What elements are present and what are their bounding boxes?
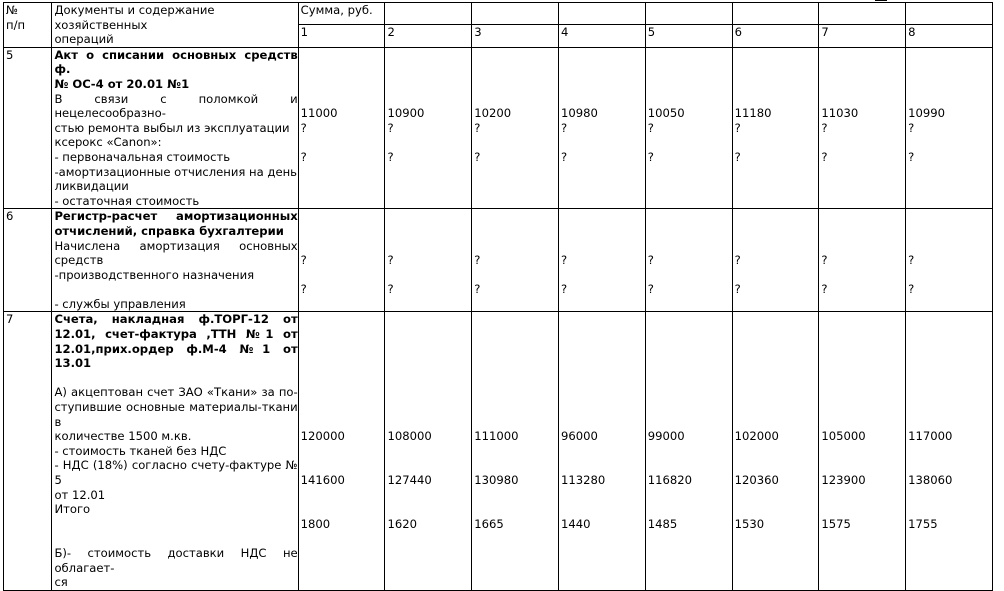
operation-cell [52,47,298,209]
amount-cell [298,209,385,312]
amount-value: 123900 [821,473,866,487]
amount-value: ? [300,282,307,297]
amount-value: ? [908,149,915,164]
header-sum-cell [906,3,993,25]
amount-value: 113280 [561,473,606,487]
amount-value: ? [908,253,915,268]
operation-text: - остаточная стоимость [54,193,200,208]
operation-text: - НДС (18%) согласно счету-фактуре № 5 [54,458,298,487]
amount-value: 1620 [387,516,417,531]
header-sum-cell [732,3,819,25]
amount-value: 127440 [387,473,432,487]
operation-text: А) акцептован счет ЗАО «Ткани» за по- [54,385,298,400]
amount-value: 11030 [821,106,859,121]
amount-cell [645,209,732,312]
header-ops-cell [52,3,298,48]
amount-value: 120360 [734,473,779,487]
amount-cell [298,312,385,590]
amount-cell [385,47,472,209]
amount-value: ? [734,120,741,135]
column-number: 7 [819,25,906,47]
amount-value: ? [734,253,741,268]
amount-value: ? [387,149,394,164]
amount-cell [906,47,993,209]
amount-value: 1575 [821,516,851,531]
amount-value: 10980 [561,106,598,121]
operation-text: В связи с поломкой и нецелесообразно- [54,91,298,121]
amount-cell [385,312,472,590]
amount-value: 1485 [647,516,678,531]
operation-text: ся [54,575,68,590]
operations-table [3,2,993,591]
amount-value: ? [647,253,654,268]
amount-value: 138060 [908,473,953,487]
amount-value: ? [821,282,828,297]
column-number: 2 [385,25,472,47]
column-number: 1 [298,25,385,47]
amount-cell [906,209,993,312]
column-number: 3 [472,25,559,47]
document-title: отчислений, справка бухгалтерии [54,223,284,238]
amount-value: ? [561,282,568,297]
amount-cell [645,47,732,209]
amount-value: 120000 [300,429,345,444]
amount-value: 1800 [300,516,331,531]
amount-value: 1755 [908,516,938,531]
amount-value: ? [474,149,481,164]
amount-value: 1440 [561,516,591,531]
amount-value: 141600 [300,473,345,487]
operation-text: - первоначальная стоимость [54,149,231,164]
amount-cell [906,312,993,590]
amount-value: 96000 [561,429,598,444]
amount-value: ? [387,282,394,297]
amount-cell [559,47,646,209]
amount-value: ? [387,120,394,135]
column-number: 4 [559,25,646,47]
amount-value: ? [300,120,307,135]
header-num-label-2: п/п [6,17,26,32]
amount-value: 130980 [474,473,519,487]
amount-value: ? [561,120,568,135]
operation-text: - стоимость тканей без НДС [54,443,227,458]
amount-cell [819,209,906,312]
amount-cell [385,209,472,312]
document-title: Счета, накладная ф.ТОРГ-12 от [54,312,298,327]
amount-value: 1530 [734,516,765,531]
column-number: 6 [732,25,819,47]
amount-value: ? [474,253,481,268]
amount-value: ? [300,149,307,164]
operation-text: Итого [54,502,91,517]
table-row [4,47,993,209]
header-row [4,3,993,25]
amount-cell [732,209,819,312]
amount-cell [298,47,385,209]
amount-value: ? [821,253,828,268]
amount-value: 99000 [647,429,685,444]
amount-value: ? [474,120,481,135]
amount-cell [645,312,732,590]
header-sum-cell [819,3,906,25]
amount-value: 111000 [474,429,519,444]
amount-value: 10990 [908,106,946,121]
operation-text: ступившие основные материалы-ткани в [54,400,298,429]
amount-value: ? [647,120,654,135]
amount-cell [559,209,646,312]
amount-value: ? [908,282,915,297]
amount-value: ? [734,282,741,297]
document-title: 12.01, счет-фактура ,ТТН №1 от [54,327,298,342]
operation-cell [52,209,298,312]
amount-value: ? [474,282,481,297]
amount-value: 10050 [647,106,685,121]
amount-value: 10200 [474,106,512,121]
row-number: 5 [4,47,52,209]
amount-value: 10900 [387,106,425,121]
row-number: 6 [4,209,52,312]
amount-value: 117000 [908,429,953,444]
row-number: 7 [4,312,52,590]
header-sum-cell [472,3,559,25]
amount-value: ? [561,149,568,164]
amount-cell [732,312,819,590]
operation-text: - службы управления [54,296,186,311]
table-row [4,312,993,590]
header-ops-label-2: операций [54,32,114,47]
header-ops-label: Документы и содержание хозяйственных [54,3,215,32]
amount-value: 116820 [647,473,693,487]
document-title: Акт о списании основных средств ф. [54,47,298,77]
header-sum-label: Сумма, руб. [300,3,373,17]
document-title: № ОС-4 от 20.01 №1 [54,76,190,91]
amount-value: 102000 [734,429,779,444]
header-sum-cell [645,3,732,25]
amount-value: ? [821,149,828,164]
amount-value: ? [647,282,654,297]
operation-text: стью ремонта выбыл из эксплуатации [54,120,290,135]
amount-cell [559,312,646,590]
amount-cell [472,312,559,590]
amount-value: 105000 [821,429,866,444]
operation-text: ксерокс «Canon»: [54,135,162,150]
operation-text: от 12.01 [54,487,106,502]
operation-text: количестве 1500 м.кв. [54,429,192,444]
column-number: 8 [906,25,993,47]
header-num-cell [4,3,52,48]
amount-value: 1665 [474,516,504,531]
header-sum-cell [385,3,472,25]
amount-value: ? [561,253,568,268]
amount-value: ? [734,149,741,164]
header-sum-cell [559,3,646,25]
document-title: 12.01,прих.ордер ф.М-4 №1 от 13.01 [54,341,298,371]
amount-value: 11180 [734,106,772,121]
operation-text: -амортизационные отчисления на день [54,164,297,179]
cut-table-edge [875,0,887,1]
amount-value: ? [387,253,394,268]
operation-text: ликвидации [54,179,129,194]
amount-value: ? [821,120,828,135]
amount-value: ? [300,253,307,268]
amount-value: 108000 [387,429,432,444]
amount-cell [732,47,819,209]
amount-value: ? [647,149,654,164]
header-sum-cell [298,3,385,25]
column-number: 5 [645,25,732,47]
operation-text: Б)- стоимость доставки НДС не облагает- [54,545,298,575]
amount-cell [472,47,559,209]
amount-cell [472,209,559,312]
header-num-label: № [6,3,19,17]
operation-text: -производственного назначения [54,267,255,282]
amount-value: 11000 [300,106,338,121]
operation-cell [52,312,298,590]
document-title: Регистр-расчет амортизационных [54,209,298,224]
amount-cell [819,312,906,590]
amount-value: ? [908,120,915,135]
amount-cell [819,47,906,209]
table-row [4,209,993,312]
operation-text: Начислена амортизация основных средств [54,238,298,268]
